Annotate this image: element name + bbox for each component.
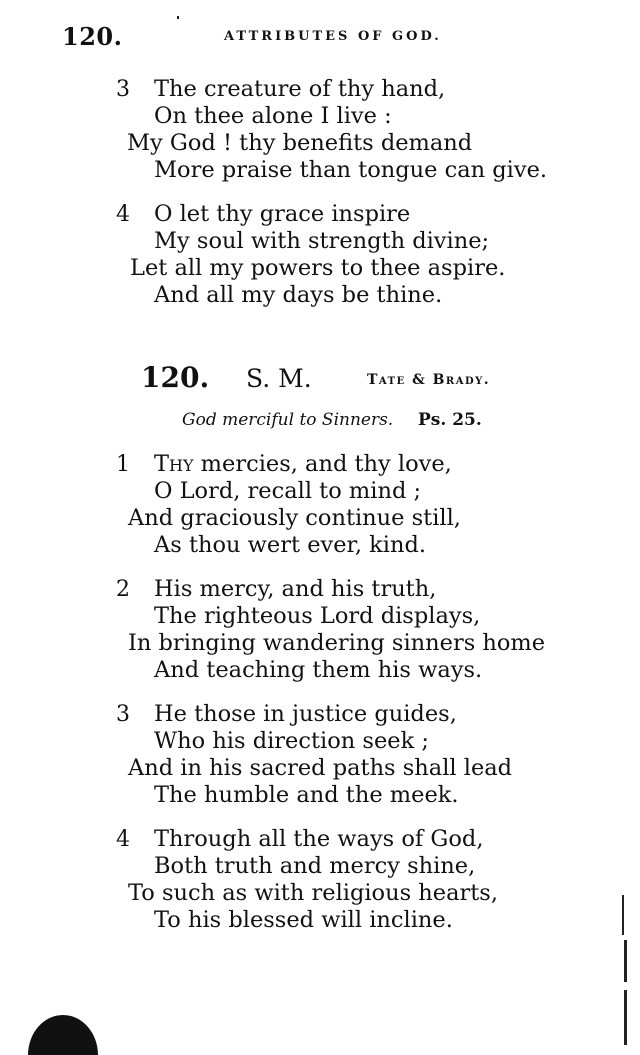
thumb-shadow [28,1015,98,1055]
verse-line: And all my days be thine. [154,282,443,308]
hymn-author: Tate & Brady. [367,372,491,388]
verse-line: My God ! thy benefits demand [127,130,473,156]
verse-line: His mercy, and his truth, [154,576,437,602]
hymn-number: 120. [141,361,210,394]
verse-line: The creature of thy hand, [154,76,446,102]
page-edge-mark [624,940,627,982]
stanza-number: 1 [116,452,130,477]
hymn-meter: S. M. [246,364,312,393]
running-title: ATTRIBUTES OF GOD. [224,29,442,44]
verse-line: O let thy grace inspire [154,201,411,227]
verse-line-rest: mercies, and thy love, [193,451,452,477]
verse-line: To such as with religious hearts, [128,880,499,906]
verse-line: As thou wert ever, kind. [154,532,426,558]
verse-line: In bringing wandering sinners home [128,630,546,656]
verse-line: And graciously continue still, [128,505,461,531]
verse-line: The humble and the meek. [154,782,459,808]
scan-speck [177,16,179,19]
drop-word: Thy [154,451,194,477]
stanza-number: 3 [116,702,130,727]
verse-line: Through all the ways of God, [154,826,484,852]
stanza-number: 4 [116,202,130,227]
stanza-number: 4 [116,827,130,852]
verse-line: He those in justice guides, [154,701,457,727]
verse-line: And teaching them his ways. [154,657,483,683]
hymn-subtitle: God merciful to Sinners. [182,410,394,430]
page-number: 120. [62,22,123,51]
verse-line: Both truth and mercy shine, [154,853,476,879]
verse-line: And in his sacred paths shall lead [128,755,513,781]
verse-line: O Lord, recall to mind ; [154,478,422,504]
verse-line [154,451,452,478]
verse-line: My soul with strength divine; [154,228,490,254]
verse-line: To his blessed will incline. [154,907,453,933]
stanza-number: 3 [116,77,130,102]
page-edge-mark [622,895,624,935]
verse-line: Who his direction seek ; [154,728,429,754]
verse-line: On thee alone I live : [154,103,392,129]
page-edge-mark [624,990,627,1045]
verse-line: Let all my powers to thee aspire. [130,255,506,281]
verse-line: More praise than tongue can give. [154,157,548,183]
verse-line: The righteous Lord displays, [154,603,481,629]
stanza-number: 2 [116,577,130,602]
scripture-reference: Ps. 25. [418,410,482,430]
